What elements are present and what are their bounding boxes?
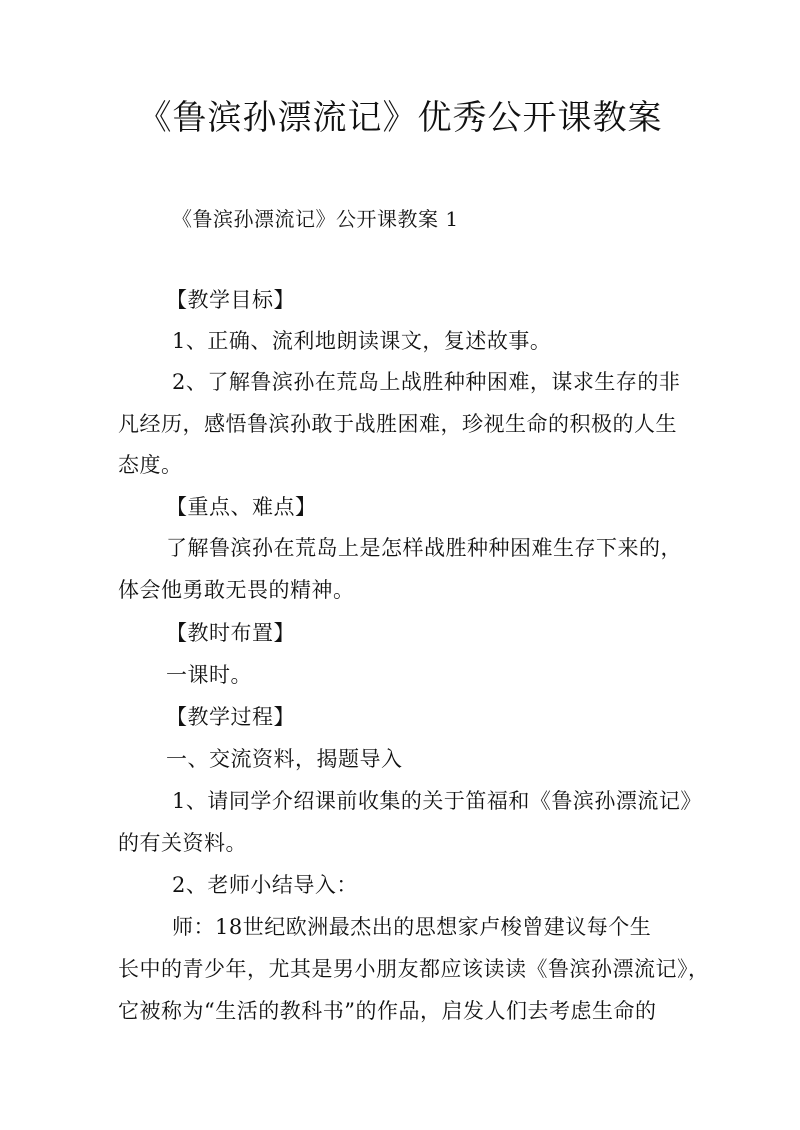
document-title: 《鲁滨孙漂流记》优秀公开课教案 <box>137 98 663 138</box>
paragraph-line: 了解鲁滨孙在荒岛上是怎样战胜种种困难生存下来的， <box>166 536 682 560</box>
section-heading-process: 【教学过程】 <box>166 705 295 729</box>
paragraph-line: 一、交流资料，揭题导入 <box>166 747 403 771</box>
paragraph-line: 体会他勇敢无畏的精神。 <box>118 578 355 602</box>
paragraph-line: 长中的青少年，尤其是男小朋友都应该读读《鲁滨孙漂流记》， <box>118 957 710 981</box>
section-heading-key-points: 【重点、难点】 <box>166 495 317 519</box>
paragraph-line: 1、正确、流利地朗读课文，复述故事。 <box>172 329 552 353</box>
paragraph-line: 的有关资料。 <box>118 831 247 855</box>
document-subtitle: 《鲁滨孙漂流记》公开课教案 1 <box>172 207 459 231</box>
paragraph-line: 师：18世纪欧洲最杰出的思想家卢梭曾建议每个生 <box>172 915 652 939</box>
paragraph-line: 1、请同学介绍课前收集的关于笛福和《鲁滨孙漂流记》 <box>172 789 702 813</box>
paragraph-line: 一课时。 <box>166 663 252 687</box>
paragraph-line: 凡经历，感悟鲁滨孙敢于战胜困难，珍视生命的积极的人生 <box>118 412 677 436</box>
paragraph-line: 2、老师小结导入： <box>172 873 358 897</box>
paragraph-line: 态度。 <box>118 453 183 477</box>
paragraph-line: 2、了解鲁滨孙在荒岛上战胜种种困难，谋求生存的非 <box>172 370 681 394</box>
section-heading-objectives: 【教学目标】 <box>166 288 295 312</box>
paragraph-line: 它被称为“生活的教科书”的作品，启发人们去考虑生命的 <box>118 999 657 1023</box>
section-heading-schedule: 【教时布置】 <box>166 621 295 645</box>
